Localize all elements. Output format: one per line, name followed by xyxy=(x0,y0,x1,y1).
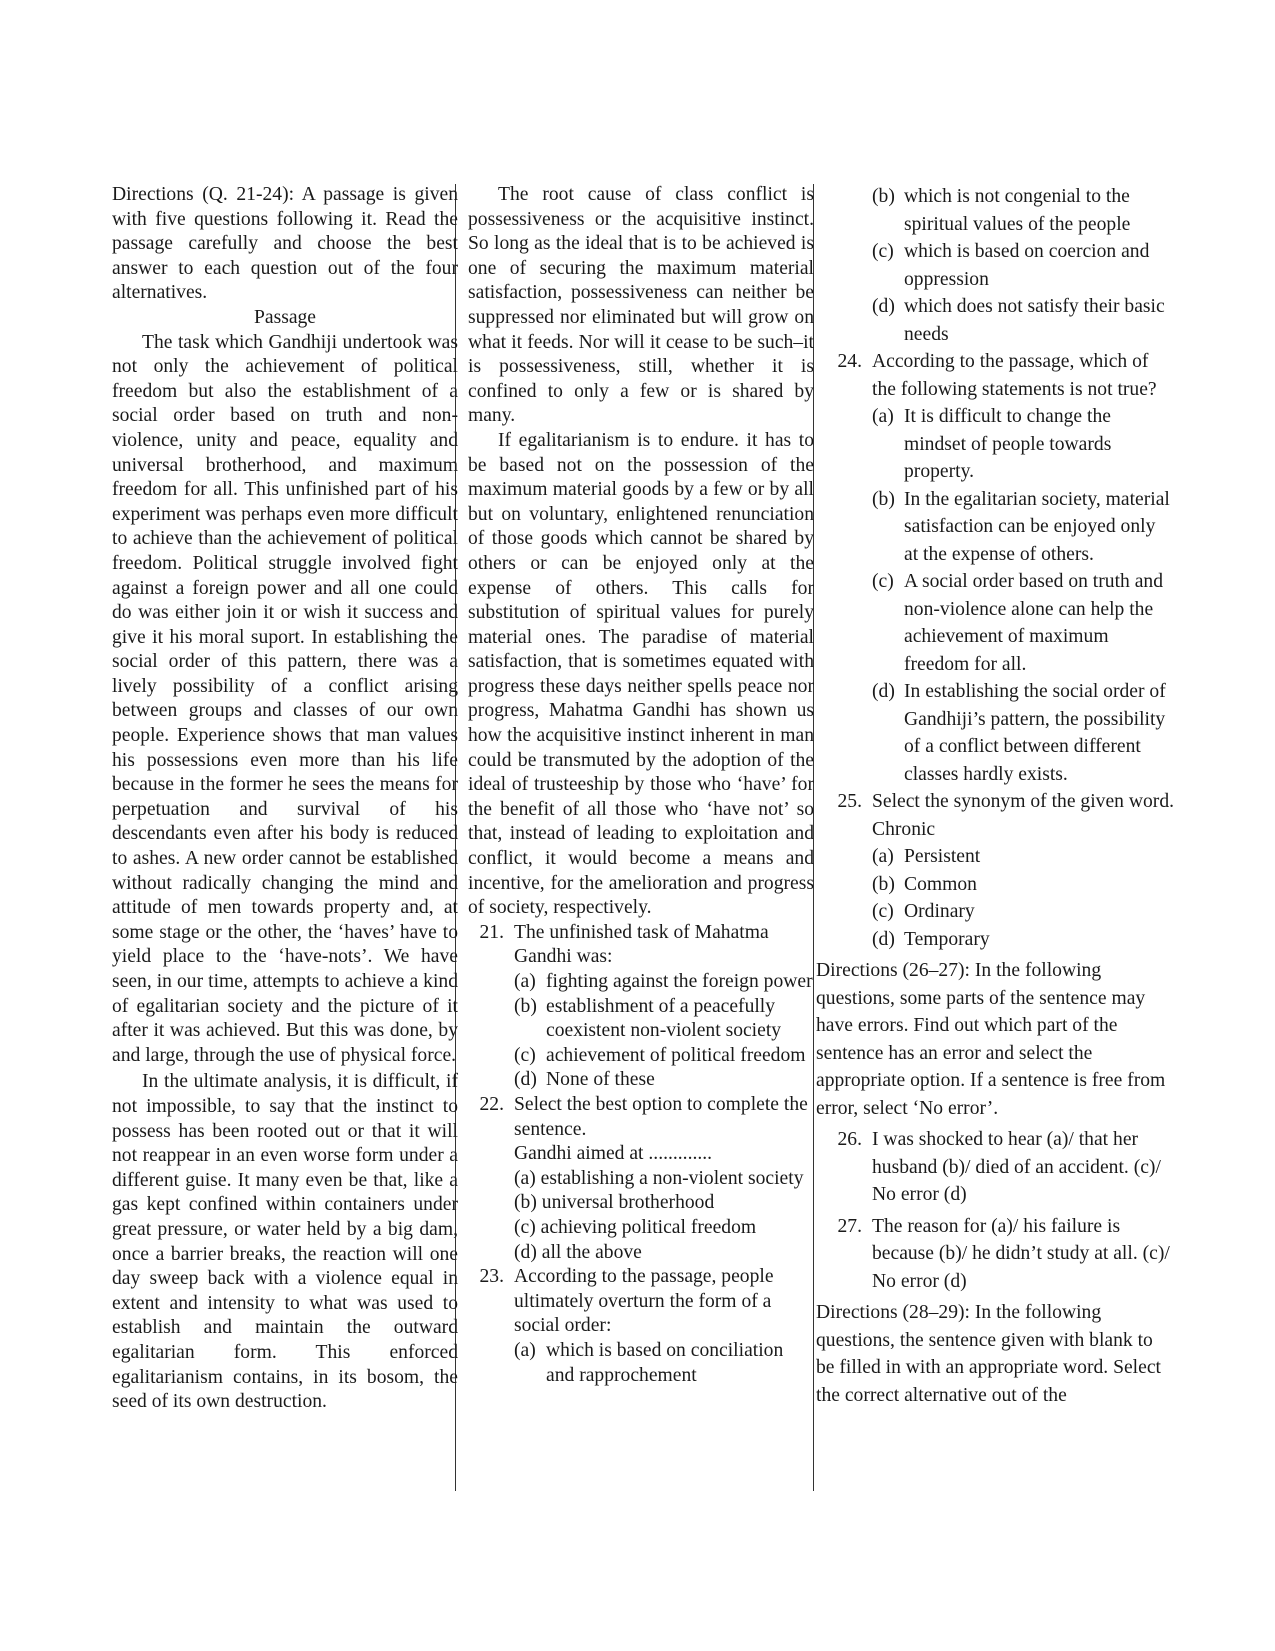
option-c[interactable]: (c) which is based on coercion and oppression xyxy=(872,241,1150,290)
option-c[interactable]: (c) achievement of political freedom xyxy=(514,1044,806,1066)
option-a[interactable]: (a) It is difficult to change the mindset of people towards property. xyxy=(872,406,1112,482)
question-text: Select the synonym of the given word. xyxy=(872,791,1175,812)
column-1 xyxy=(112,183,458,1415)
directions-28-29: Directions (28–29): In the following questions, the sentence given with blank to be filled in with an appropriate word. Select the correct alternative out of the xyxy=(816,1302,1161,1406)
option-b[interactable]: (b) Common xyxy=(872,873,977,895)
question-text: According to the passage, people ultimately overturn the form of a social order: xyxy=(514,1266,774,1337)
option-c[interactable]: (c) Ordinary xyxy=(872,901,975,922)
option-b[interactable]: (b) which is not congenial to the spiritual values of the people xyxy=(872,186,1131,235)
directions-26-27: Directions (26–27): In the following questions, some parts of the sentence may have errors. Find out which part of the sentence has an error and select the appropriate option. If a sentence is free from error, select ‘No error’. xyxy=(816,960,1166,1119)
column-2 xyxy=(468,183,814,1388)
option-b[interactable]: (b) universal brotherhood xyxy=(514,1192,715,1214)
option-d[interactable]: (d) which does not satisfy their basic needs xyxy=(872,296,1165,345)
option-d[interactable]: (d) all the above xyxy=(514,1241,642,1263)
option-a[interactable]: (a) establishing a non-violent society xyxy=(514,1167,804,1189)
passage-heading: Passage xyxy=(253,306,317,328)
given-word: Chronic xyxy=(872,818,936,840)
option-d[interactable]: (d) None of these xyxy=(514,1069,655,1091)
question-24 xyxy=(826,348,1174,788)
passage-paragraph-1: The task which Gandhiji undertook was not only the achievement of political freedom but also the establishment of a social order based on truth and non-violence, unity and peace, equality and universal brotherhood, and maximum freedom for all. This unfinished part of his experiment was perhaps even more difficult to achieve than the achievement of political freedom. Political struggle involved fight against a foreign power and all one could do was either join it or wish it success and give it his moral suport. In establishing the social order of this pattern, there was a lively possibility of a conflict arising between groups and classes of our own people. Experience shows that man values his possessions even more than his life because in the former he sees the means for perpetuation and survival of his descendants even after his body is reduced to ashes. A new order cannot be established without radically changing the mind and attitude of men towards property and, at some stage or the other, the ‘haves’ have to yield place to the ‘have-nots’. We have seen, in our time, attempts to achieve a kind of egalitarian society and the picture of it after it was achieved. But this was done, by and large, through the use of physical force. xyxy=(112,331,458,1066)
option-a[interactable]: (a) fighting against the foreign power xyxy=(514,971,813,992)
question-27 xyxy=(826,1213,1174,1296)
passage-paragraph-4: If egalitarianism is to endure. it has to be based not on the possession of the maximum material goods by a few or by all but on voluntary, enlightened renunciation of those goods which cannot be shared by others or can be enjoyed only at the expense of others. This calls for substitution of spiritual values for purely material ones. The paradise of material satisfaction, that is sometimes equated with progress these days neither spells peace nor progress, Mahatma Gandhi has shown us how the acquisitive instinct inherent in man could be transmuted by the adoption of the ideal of trusteeship by those who ‘have’ for the benefit of all those who ‘have not’ so that, instead of leading to exploitation and conflict, it would become a means and incentive, for the amelioration and progress of society, respectively. xyxy=(468,429,814,919)
question-text: The unfinished task of Mahatma Gandhi was: xyxy=(514,921,769,968)
question-number: 27. xyxy=(837,1215,862,1237)
question-23 xyxy=(468,1265,814,1388)
option-a[interactable]: (a) Persistent xyxy=(872,846,981,867)
question-number: 21. xyxy=(479,921,504,943)
question-stem: Gandhi aimed at ............. xyxy=(514,1143,713,1165)
option-d[interactable]: (d) Temporary xyxy=(872,928,990,950)
option-d[interactable]: (d) In establishing the social order of Gandhiji’s pattern, the possibility of a conflict between different classes hardly exists. xyxy=(872,681,1166,785)
question-23-continued xyxy=(826,183,1174,348)
question-25 xyxy=(826,788,1174,953)
question-text: According to the passage, which of the following statements is not true? xyxy=(872,351,1157,400)
question-text: I was shocked to hear (a)/ that her husband (b)/ died of an accident. (c)/ No error (d) xyxy=(872,1129,1161,1205)
directions-21-24: Directions (Q. 21-24): A passage is given with five questions following it. Read the passage carefully and choose the best answer to each question out of the four alternatives. xyxy=(112,184,458,304)
option-a[interactable]: (a) which is based on conciliation and rapprochement xyxy=(514,1339,784,1386)
question-number: 25. xyxy=(837,791,862,812)
question-22 xyxy=(468,1093,814,1265)
option-c[interactable]: (c) A social order based on truth and non-violence alone can help the achievement of maximum freedom for all. xyxy=(872,571,1164,675)
option-c[interactable]: (c) achieving political freedom xyxy=(514,1216,757,1238)
question-26 xyxy=(826,1126,1174,1209)
option-b[interactable]: (b) In the egalitarian society, material satisfaction can be enjoyed only at the expense of others. xyxy=(872,488,1170,565)
column-3 xyxy=(816,183,1175,1409)
passage-paragraph-2: In the ultimate analysis, it is difficult, if not impossible, to say that the instinct to possess has been rooted out or that it will not reappear in an even worse form under a different guise. It many even be that, like a gas kept confined within containers under great pressure, or water held by a big dam, once a barrier breaks, the reaction will one day sweep back with a violence equal in extent and intensity to what was used to establish and maintain the outward egalitarian form. This enforced egalitarianism contains, in its bosom, the seed of its own destruction. xyxy=(112,1071,458,1413)
passage-paragraph-3: The root cause of class conflict is possessiveness or the acquisitive instinct. So long as the ideal that is to be achieved is one of securing the maximum material satisfaction, possessiveness can neither be suppressed nor eliminated but will grow on what it feeds. Nor will it cease to be such–it is possessiveness, still, whether it is confined to only a few or is shared by many. xyxy=(468,184,814,427)
question-number: 23. xyxy=(479,1266,504,1288)
question-number: 22. xyxy=(479,1093,504,1115)
option-b[interactable]: (b) establishment of a peacefully coexistent non-violent society xyxy=(514,995,782,1042)
question-number: 26. xyxy=(837,1129,862,1150)
question-number: 24. xyxy=(837,351,862,372)
question-text: Select the best option to complete the sentence. xyxy=(514,1093,808,1140)
question-21 xyxy=(468,921,814,1093)
question-text: The reason for (a)/ his failure is because (b)/ he didn’t study at all. (c)/ No error (d) xyxy=(872,1215,1170,1292)
